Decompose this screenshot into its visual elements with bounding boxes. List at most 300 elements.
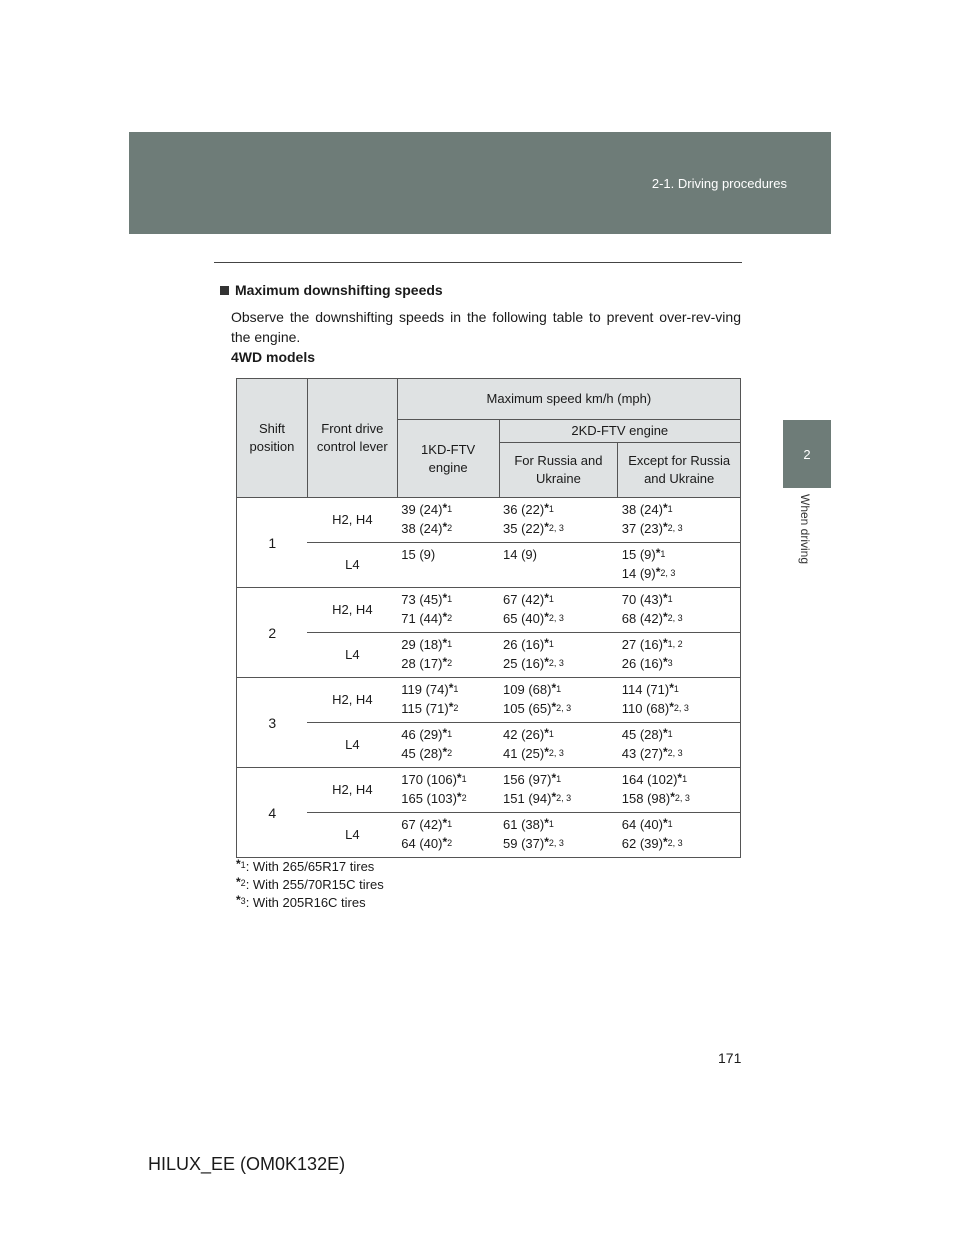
footnote-ref (544, 636, 554, 650)
shift-position-cell: 3 (237, 678, 308, 768)
footnote-ref (544, 745, 564, 759)
speed-value (401, 520, 495, 539)
asterisk-icon: * (669, 681, 674, 695)
footnote-ref (544, 816, 554, 830)
footnote-number: 1 (556, 774, 562, 784)
asterisk-icon: * (442, 655, 448, 669)
lever-cell: L4 (307, 543, 397, 588)
speed-value (503, 610, 614, 629)
footnote-ref (544, 591, 554, 605)
speed-cell (618, 543, 741, 588)
speed-value (503, 520, 614, 539)
speed-value (401, 816, 495, 835)
speed-text: 68 (42) (621, 611, 663, 626)
table-body (237, 498, 741, 858)
chapter-tab: 2 (783, 420, 831, 488)
asterisk-icon: * (448, 700, 454, 714)
footnote-ref (448, 700, 459, 714)
speed-text: 26 (16) (621, 656, 663, 671)
asterisk-icon: * (456, 790, 462, 804)
table-row (237, 678, 741, 723)
speed-value (503, 501, 614, 520)
asterisk-icon: * (551, 681, 557, 695)
footnote-ref (669, 700, 689, 714)
speed-cell (618, 588, 741, 633)
speed-value (503, 636, 614, 655)
footnote-number: 1 (548, 819, 554, 829)
footnote-ref (442, 520, 453, 534)
speed-text: 70 (43) (621, 592, 663, 607)
speed-value (401, 681, 495, 700)
footnote-ref (551, 700, 572, 714)
footnote-number: 2 (453, 703, 459, 713)
speed-text: 38 (24) (401, 521, 443, 536)
speed-text: 15 (9) (621, 547, 656, 562)
footnote-ref (456, 771, 467, 785)
asterisk-icon: * (551, 790, 557, 804)
speed-text: 119 (74) (401, 682, 449, 697)
footnote-number: 2, 3 (673, 703, 689, 713)
footnote-number: 1 (447, 639, 453, 649)
footnote-marker (236, 875, 246, 889)
footnote-number: 1 (447, 729, 453, 739)
speed-text: 42 (26) (503, 727, 545, 742)
table-row (237, 813, 741, 858)
speed-cell (397, 813, 499, 858)
footnote-ref (662, 745, 683, 759)
speed-text: 35 (22) (503, 521, 545, 536)
footnote-marker (236, 893, 246, 907)
shift-position-cell: 4 (237, 768, 308, 858)
speed-value (503, 790, 614, 809)
footnote-number: 2, 3 (556, 703, 572, 713)
asterisk-icon: * (442, 501, 448, 515)
speed-text: 26 (16) (503, 637, 545, 652)
asterisk-icon: * (551, 700, 557, 714)
lever-cell: H2, H4 (307, 498, 397, 543)
speed-value (503, 745, 614, 764)
footnote-ref (551, 771, 562, 785)
speed-text: 62 (39) (621, 836, 663, 851)
footnote-ref (662, 501, 673, 515)
footnote-number: 1 (556, 684, 562, 694)
header-front-drive-lever: Front drive control lever (307, 379, 397, 498)
footnote-ref (442, 726, 453, 740)
footnote-number: 2, 3 (667, 748, 683, 758)
footnote-number: 3 (667, 658, 673, 668)
speed-value (401, 835, 495, 854)
footnote-number: 2 (447, 838, 453, 848)
speed-text: 14 (9) (621, 566, 656, 581)
speed-text: 45 (28) (621, 727, 663, 742)
footnote-number: 1 (240, 860, 246, 870)
speed-text: 27 (16) (621, 637, 663, 652)
footnote-number: 2, 3 (660, 568, 676, 578)
speed-text: 170 (106) (401, 772, 457, 787)
footnote-number: 1 (453, 684, 459, 694)
asterisk-icon: * (442, 591, 448, 605)
footnote-number: 2, 3 (674, 793, 690, 803)
lever-cell: L4 (307, 633, 397, 678)
top-rule (214, 262, 742, 263)
footnote-number: 1 (447, 594, 453, 604)
footnote-ref (442, 501, 453, 515)
speed-value (401, 700, 495, 719)
table-row (237, 633, 741, 678)
footnote-ref (448, 681, 459, 695)
header-2kd-ftv: 2KD-FTV engine (499, 420, 740, 443)
lever-cell: H2, H4 (307, 678, 397, 723)
speed-text: 37 (23) (621, 521, 663, 536)
speed-text: 14 (9) (503, 547, 537, 562)
speed-cell (618, 813, 741, 858)
heading-text: Maximum downshifting speeds (235, 282, 443, 298)
asterisk-icon: * (669, 700, 674, 714)
speed-cell (618, 768, 741, 813)
footnote-number: 2 (240, 878, 246, 888)
footnote-ref (442, 591, 453, 605)
speed-cell (397, 498, 499, 543)
asterisk-icon: * (442, 816, 448, 830)
speed-cell (618, 678, 741, 723)
footnote-number: 2, 3 (548, 658, 564, 668)
asterisk-icon: * (236, 893, 241, 907)
asterisk-icon: * (551, 771, 557, 785)
footnote-ref (442, 655, 453, 669)
speed-cell (618, 723, 741, 768)
speed-value (503, 726, 614, 745)
shift-position-cell: 1 (237, 498, 308, 588)
footnote-number: 1 (660, 549, 666, 559)
asterisk-icon: * (662, 726, 668, 740)
lever-cell: L4 (307, 723, 397, 768)
speed-text: 115 (71) (401, 701, 449, 716)
asterisk-icon: * (662, 816, 668, 830)
asterisk-icon: * (544, 835, 549, 849)
speed-value (401, 591, 495, 610)
speed-cell (499, 588, 618, 633)
page-number: 171 (718, 1050, 742, 1066)
footnote-ref (662, 816, 673, 830)
footnote-ref (442, 636, 453, 650)
speed-text: 71 (44) (401, 611, 443, 626)
asterisk-icon: * (544, 610, 549, 624)
speed-text: 156 (97) (503, 772, 552, 787)
lever-cell: H2, H4 (307, 588, 397, 633)
footnote-number: 1 (548, 594, 554, 604)
speed-cell (618, 498, 741, 543)
footnote-number: 2 (447, 613, 453, 623)
footnote-ref (442, 610, 453, 624)
footnote-ref (456, 790, 467, 804)
asterisk-icon: * (544, 655, 549, 669)
asterisk-icon: * (662, 501, 668, 515)
speed-text: 73 (45) (401, 592, 443, 607)
footnote-number: 1 (673, 684, 679, 694)
footnote-number: 1 (667, 729, 673, 739)
speed-value (401, 546, 495, 564)
footnote-ref (442, 816, 453, 830)
speed-text: 61 (38) (503, 817, 545, 832)
footnote-ref (655, 546, 666, 560)
speed-value (622, 501, 736, 520)
asterisk-icon: * (442, 726, 448, 740)
speed-text: 38 (24) (621, 502, 663, 517)
header-band (129, 132, 831, 234)
footnote-ref (677, 771, 688, 785)
footnote-number: 2, 3 (667, 613, 683, 623)
lever-cell: H2, H4 (307, 768, 397, 813)
asterisk-icon: * (662, 591, 668, 605)
footnote-ref (544, 655, 564, 669)
document-code: HILUX_EE (OM0K132E) (148, 1154, 346, 1174)
speed-value (503, 546, 614, 564)
footnote-number: 2, 3 (548, 748, 564, 758)
footnote-ref (662, 726, 673, 740)
speed-cell (499, 498, 618, 543)
asterisk-icon: * (677, 771, 683, 785)
speed-text: 158 (98) (621, 791, 671, 806)
speed-cell (499, 768, 618, 813)
footnote-number: 2, 3 (548, 613, 564, 623)
speed-text: 43 (27) (621, 746, 663, 761)
speed-cell (397, 723, 499, 768)
speed-value (401, 726, 495, 745)
asterisk-icon: * (662, 610, 668, 624)
footnote (236, 894, 384, 912)
section-title: 2-1. Driving procedures (651, 176, 787, 191)
speed-value (622, 546, 736, 565)
intro-paragraph: Observe the downshifting speeds in the following table to prevent over-rev-ving the engine. (231, 309, 741, 345)
footnote-number: 1 (447, 819, 453, 829)
asterisk-icon: * (544, 726, 549, 740)
header-max-speed: Maximum speed km/h (mph) (397, 379, 740, 420)
speed-cell (397, 633, 499, 678)
speed-text: 28 (17) (401, 656, 443, 671)
footnote-ref (669, 681, 679, 695)
speed-value (622, 816, 736, 835)
speed-text: 29 (18) (401, 637, 443, 652)
footnote-number: 2, 3 (548, 523, 564, 533)
footnote (236, 858, 384, 876)
speed-cell (397, 588, 499, 633)
speed-value (401, 771, 495, 790)
footnote-ref (662, 636, 683, 650)
asterisk-icon: * (662, 655, 668, 669)
models-label: 4WD models (231, 349, 316, 365)
speed-cell (499, 813, 618, 858)
speed-value (503, 816, 614, 835)
downshift-speed-table (236, 378, 741, 858)
footnote-marker (236, 857, 246, 871)
footnote-ref (442, 745, 453, 759)
asterisk-icon: * (662, 636, 668, 650)
speed-text: 65 (40) (503, 611, 545, 626)
asterisk-icon: * (236, 857, 241, 871)
speed-text: 151 (94) (503, 791, 552, 806)
footnote-ref (655, 565, 676, 579)
speed-value (622, 520, 736, 539)
footnote-ref (544, 501, 554, 515)
asterisk-icon: * (544, 501, 549, 515)
speed-value (401, 655, 495, 674)
speed-cell (397, 678, 499, 723)
speed-value (622, 835, 736, 854)
speed-text: 15 (9) (401, 547, 436, 562)
speed-value (503, 771, 614, 790)
footnote-text: : With 205R16C tires (245, 895, 366, 910)
footnotes (236, 858, 384, 912)
asterisk-icon: * (442, 835, 448, 849)
footnote-number: 1, 2 (667, 639, 683, 649)
speed-text: 25 (16) (503, 656, 545, 671)
footnote-ref (544, 726, 554, 740)
speed-text: 105 (65) (503, 701, 552, 716)
table-row (237, 543, 741, 588)
speed-value (503, 700, 614, 719)
asterisk-icon: * (670, 790, 675, 804)
table-row (237, 768, 741, 813)
speed-text: 67 (42) (503, 592, 545, 607)
speed-value (622, 610, 736, 629)
footnote-text: : With 265/65R17 tires (245, 859, 375, 874)
asterisk-icon: * (544, 591, 549, 605)
table-row (237, 498, 741, 543)
asterisk-icon: * (442, 636, 448, 650)
speed-text: 64 (40) (401, 836, 443, 851)
footnote-number: 1 (461, 774, 467, 784)
chapter-label: When driving (798, 494, 812, 565)
asterisk-icon: * (456, 771, 462, 785)
footnote-ref (551, 681, 562, 695)
lever-cell: L4 (307, 813, 397, 858)
speed-value (622, 771, 736, 790)
speed-value (622, 745, 736, 764)
footnote-number: 2, 3 (556, 793, 572, 803)
asterisk-icon: * (442, 610, 448, 624)
speed-text: 64 (40) (621, 817, 663, 832)
speed-text: 114 (71) (621, 682, 670, 697)
speed-value (622, 726, 736, 745)
speed-value (401, 636, 495, 655)
speed-cell (397, 768, 499, 813)
speed-value (622, 565, 736, 584)
speed-value (503, 655, 614, 674)
speed-value (622, 655, 736, 674)
asterisk-icon: * (544, 745, 549, 759)
speed-cell (618, 633, 741, 678)
footnote-number: 1 (548, 729, 554, 739)
footnote-ref (544, 610, 564, 624)
asterisk-icon: * (448, 681, 454, 695)
speed-cell (397, 543, 499, 588)
speed-cell (499, 633, 618, 678)
footnote-number: 1 (667, 504, 673, 514)
square-bullet-icon (220, 286, 229, 295)
footnote-ref (544, 835, 564, 849)
speed-value (503, 591, 614, 610)
asterisk-icon: * (662, 835, 668, 849)
asterisk-icon: * (544, 636, 549, 650)
speed-value (401, 610, 495, 629)
footnote-number: 1 (682, 774, 688, 784)
section-heading (220, 282, 443, 298)
speed-value (622, 700, 736, 719)
speed-text: 165 (103) (401, 791, 457, 806)
footnote-ref (662, 655, 673, 669)
speed-value (503, 681, 614, 700)
asterisk-icon: * (236, 875, 241, 889)
speed-text: 36 (22) (503, 502, 545, 517)
asterisk-icon: * (442, 520, 448, 534)
footnote-ref (662, 591, 673, 605)
footnote-text: : With 255/70R15C tires (245, 877, 384, 892)
header-russia-ukraine: For Russia and Ukraine (499, 443, 618, 498)
asterisk-icon: * (544, 520, 549, 534)
speed-text: 109 (68) (503, 682, 552, 697)
asterisk-icon: * (662, 745, 668, 759)
speed-value (401, 501, 495, 520)
footnote-ref (670, 790, 690, 804)
speed-text: 41 (25) (503, 746, 545, 761)
speed-value (503, 835, 614, 854)
speed-text: 39 (24) (401, 502, 443, 517)
footnote-number: 3 (240, 896, 246, 906)
speed-value (622, 636, 736, 655)
speed-text: 67 (42) (401, 817, 443, 832)
speed-value (622, 790, 736, 809)
footnote-number: 2 (461, 793, 467, 803)
footnote-ref (662, 835, 683, 849)
footnote (236, 876, 384, 894)
footnote-number: 2 (447, 658, 453, 668)
speed-text: 164 (102) (621, 772, 678, 787)
header-except-russia-ukraine: Except for Russia and Ukraine (618, 443, 741, 498)
footnote-number: 1 (667, 594, 673, 604)
speed-cell (499, 678, 618, 723)
speed-cell (499, 543, 618, 588)
footnote-number: 2 (447, 748, 453, 758)
asterisk-icon: * (655, 565, 661, 579)
footnote-number: 2, 3 (667, 523, 683, 533)
speed-text: 45 (28) (401, 746, 443, 761)
footnote-number: 1 (548, 639, 554, 649)
speed-text: 110 (68) (621, 701, 670, 716)
speed-value (622, 681, 736, 700)
footnote-ref (662, 610, 683, 624)
asterisk-icon: * (544, 816, 549, 830)
speed-text: 59 (37) (503, 836, 545, 851)
speed-cell (499, 723, 618, 768)
speed-value (401, 745, 495, 764)
speed-text: 46 (29) (401, 727, 443, 742)
asterisk-icon: * (662, 520, 668, 534)
header-shift-position: Shift position (237, 379, 308, 498)
footnote-number: 2 (447, 523, 453, 533)
speed-value (622, 591, 736, 610)
footnote-number: 1 (447, 504, 453, 514)
footnote-ref (551, 790, 572, 804)
asterisk-icon: * (655, 546, 661, 560)
footnote-number: 2, 3 (667, 838, 683, 848)
speed-value (401, 790, 495, 809)
shift-position-cell: 2 (237, 588, 308, 678)
footnote-number: 1 (667, 819, 673, 829)
footnote-ref (662, 520, 683, 534)
table-row (237, 723, 741, 768)
footnote-number: 2, 3 (548, 838, 564, 848)
asterisk-icon: * (442, 745, 448, 759)
